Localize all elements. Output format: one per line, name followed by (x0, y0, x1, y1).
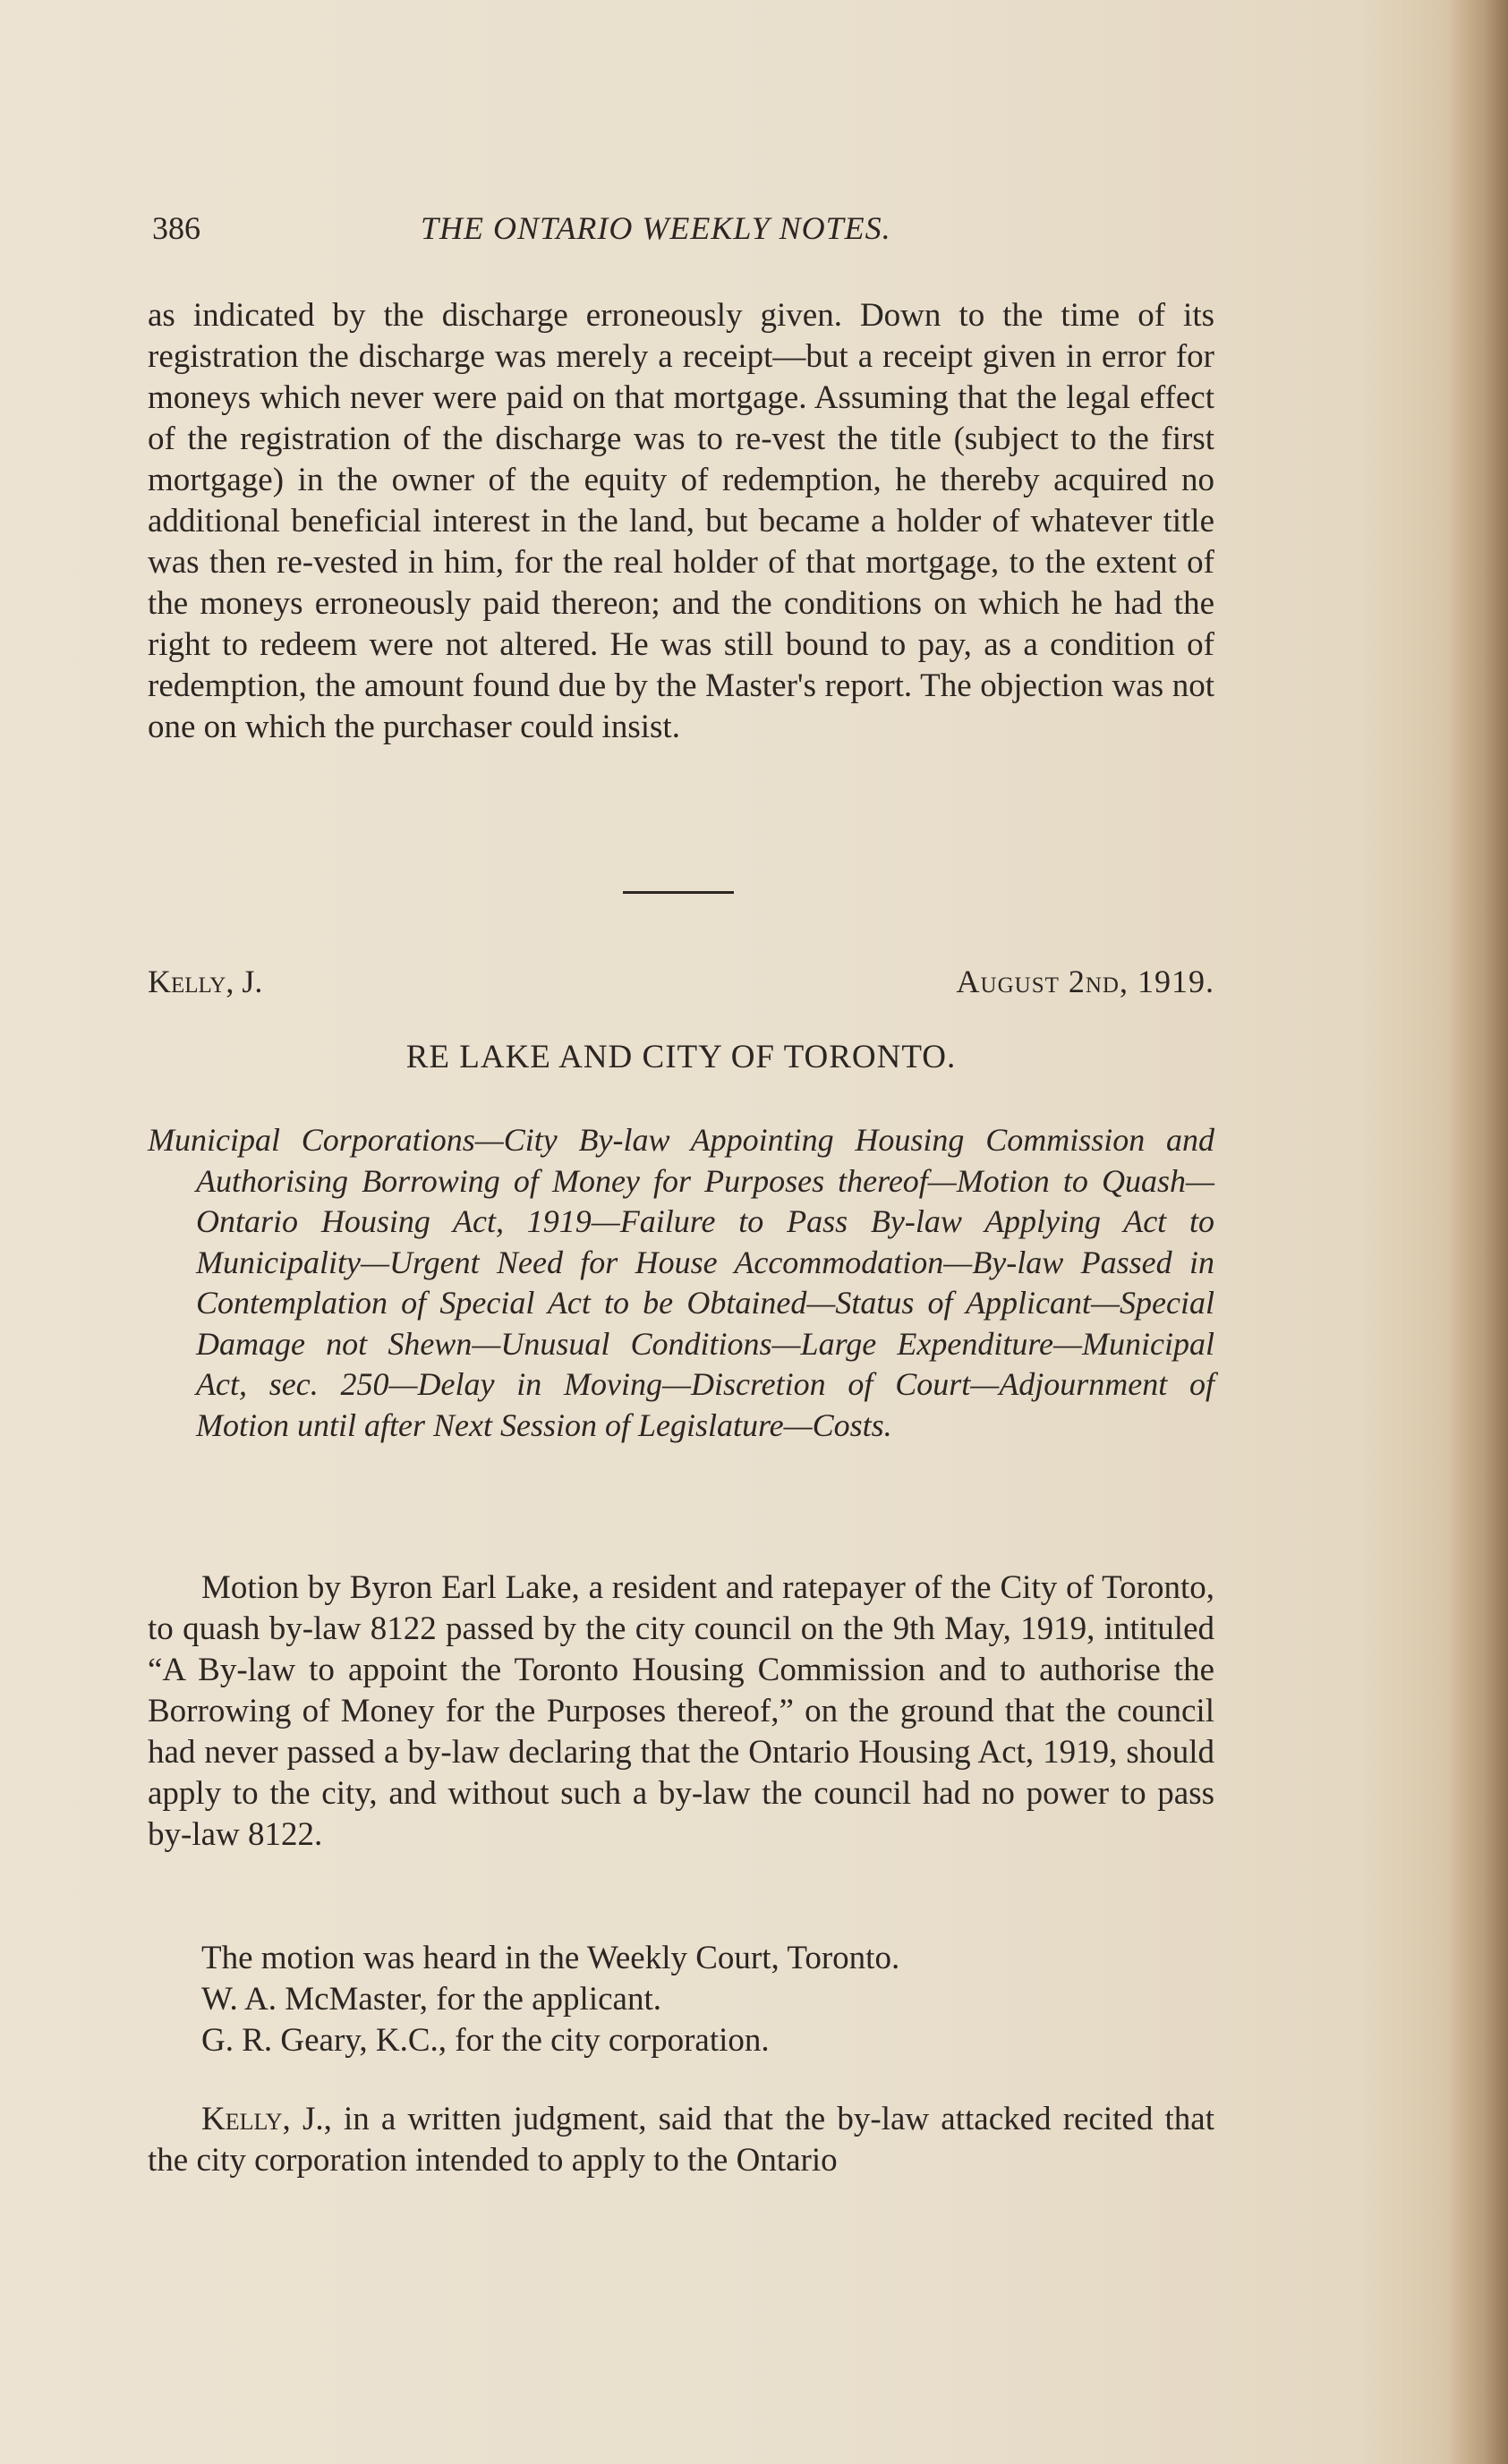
judgment-text: , in a written judgment, said that the by-law attacked recited that the city corporation intended to apply to the Ontario (148, 2101, 1214, 2179)
counsel-respondent: G. R. Geary, K.C., for the city corporation. (201, 2022, 770, 2059)
hearing-line: The motion was heard in the Weekly Court, Toronto. (201, 1940, 900, 1976)
section-divider (623, 891, 734, 894)
page-edge-shadow (1445, 0, 1508, 2464)
judgment-paragraph (148, 2099, 1214, 2181)
motion-paragraph: Motion by Byron Earl Lake, a resident and ratepayer of the City of Toronto, to quash by-law 8122 passed by the city council on the 9th May, 1919, intituled “A By-law to appoint the Toronto Housing Commission and to authorise the Borrowing of Money for the Purposes thereof,” on the ground that the council had never passed a by-law declaring that the Ontario Housing Act, 1919, should apply to the city, and without such a by-law the council had no power to pass by-law 8122. (148, 1569, 1214, 1853)
case-headnote: Municipal Corporations—City By-law Appointing Housing Commission and Authorising Borrowing of Money for Purposes thereof—Motion to Quash—Ontario Housing Act, 1919—Failure to Pass By-law Applying Act to Municipality—Urgent Need for House Accommodation—By-law Passed in Contemplation of Special Act to be Obtained—Status of Applicant—Special Damage not Shewn—Unusual Conditions—Large Expenditure—Municipal Act, sec. 250—Delay in Moving—Discretion of Court—Adjournment of Motion until after Next Session of Legislature—Costs. (148, 1122, 1214, 1443)
page-header (152, 209, 1217, 254)
case-judge: Kelly, J. (148, 964, 263, 999)
judgment-judge: Kelly, J. (201, 2101, 324, 2137)
paragraph-continued: as indicated by the discharge erroneously given. Down to the time of its registration the discharge was merely a receipt—but a receipt given in error for moneys which never were paid on that mortgage. Assuming that the legal effect of the registration of the discharge was to re-vest the title (subject to the first mortgage) in the owner of the equity of redemption, he thereby acquired no additional beneficial interest in the land, but became a holder of whatever title was then re-vested in him, for the real holder of that mortgage, to the extent of the moneys erroneously paid thereon; and the conditions on which he had the right to redeem were not altered. He was still bound to pay, as a condition of redemption, the amount found due by the Master's report. The objection was not one on which the purchaser could insist. (148, 297, 1214, 745)
case-title: RE LAKE AND CITY OF TORONTO. (405, 1039, 957, 1075)
case-judge-line (148, 963, 1214, 1007)
page-number: 386 (152, 210, 200, 246)
running-head: THE ONTARIO WEEKLY NOTES. (421, 210, 891, 246)
case-date: August 2nd, 1919. (956, 964, 1214, 999)
counsel-applicant: W. A. McMaster, for the applicant. (201, 1981, 661, 2018)
